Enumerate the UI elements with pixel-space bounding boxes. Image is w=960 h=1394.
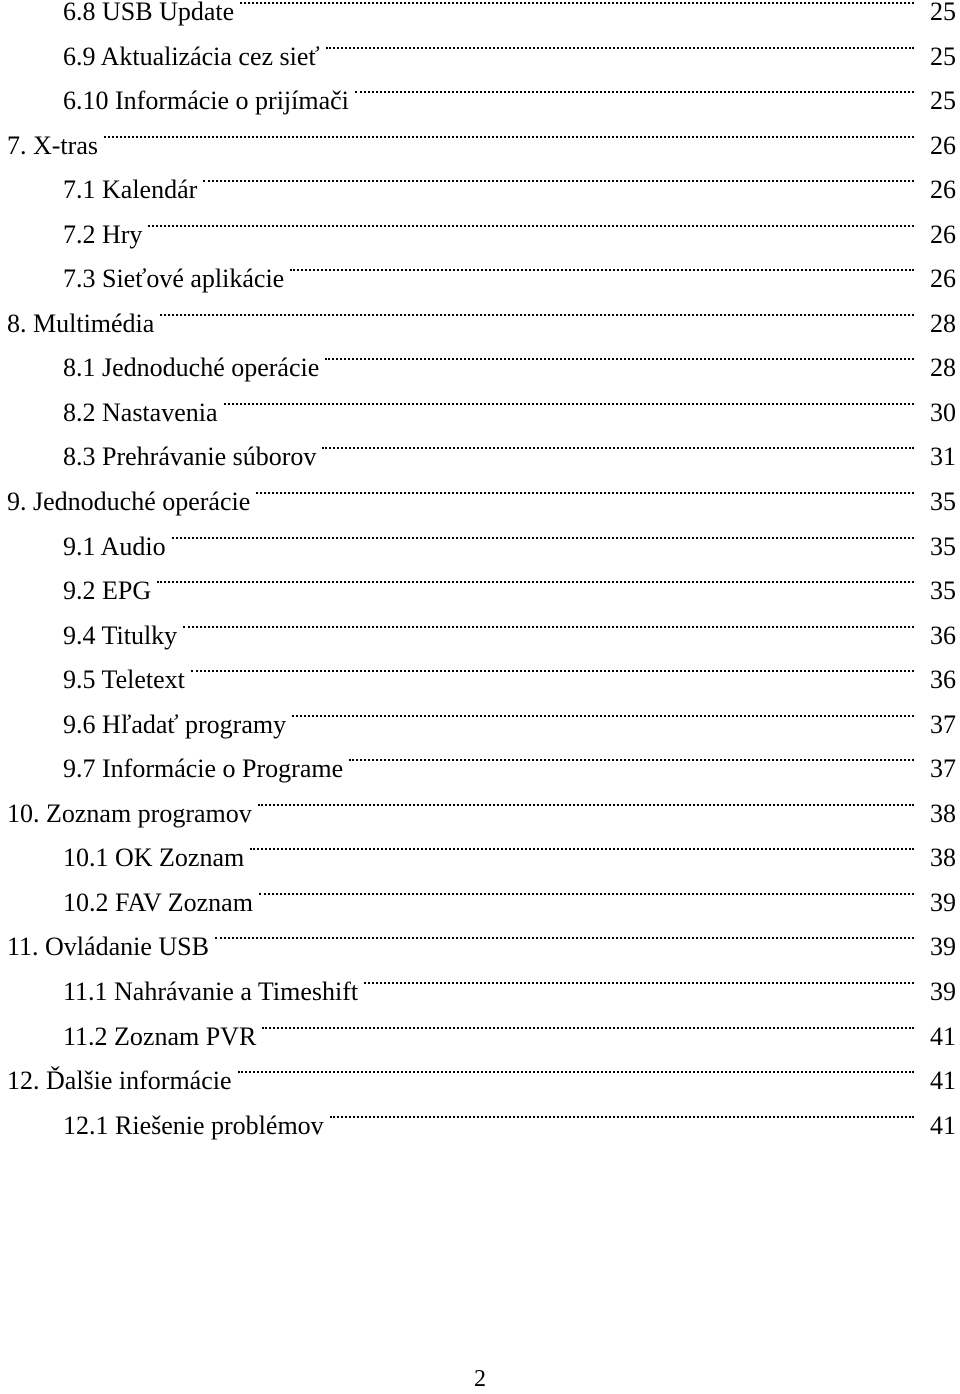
toc-entry-page-number: 36 [930,620,956,650]
toc-entry-title: 7.2 Hry [63,219,143,249]
toc-entry-title: 7.1 Kalendár [63,175,198,205]
toc-entry-title: 9.5 Teletext [63,665,185,695]
toc-entry-title: 8.2 Nastavenia [63,397,218,427]
toc-entry[interactable] [0,35,960,80]
toc-entry[interactable] [0,569,960,614]
toc-entry-page-number: 28 [930,353,956,383]
toc-entry-title: 8. Multimédia [7,308,155,338]
toc-entry-page-number: 26 [930,264,956,294]
toc-entry-page-number: 38 [930,798,956,828]
toc-entry-title: 7. X-tras [7,130,98,160]
toc-dot-leader [238,1071,914,1073]
toc-entry[interactable] [0,747,960,792]
toc-entry[interactable] [0,703,960,748]
toc-entry-title: 12. Ďalšie informácie [7,1066,232,1096]
toc-entry[interactable] [0,1015,960,1060]
toc-entry-page-number: 35 [930,531,956,561]
toc-dot-leader [160,314,914,316]
toc-dot-leader [215,937,914,939]
toc-entry[interactable] [0,792,960,837]
toc-entry-title: 8.3 Prehrávanie súborov [63,442,317,472]
toc-entry-page-number: 35 [930,576,956,606]
toc-entry[interactable] [0,124,960,169]
toc-entry-title: 9.6 Hľadať programy [63,709,287,739]
toc-entry[interactable] [0,168,960,213]
toc-entry-page-number: 39 [930,977,956,1007]
toc-dot-leader [326,47,914,49]
page-number: 2 [474,1366,486,1392]
toc-entry-title: 9. Jednoduché operácie [7,487,251,517]
toc-entry-page-number: 25 [930,0,956,26]
toc-entry-title: 11.1 Nahrávanie a Timeshift [63,977,359,1007]
toc-entry[interactable] [0,1104,960,1149]
toc-dot-leader [172,537,914,539]
toc-dot-leader [240,2,914,4]
toc-dot-leader [349,759,914,761]
toc-entry-page-number: 25 [930,41,956,71]
toc-entry-title: 11. Ovládanie USB [7,932,209,962]
toc-entry[interactable] [0,346,960,391]
toc-entry[interactable] [0,925,960,970]
toc-dot-leader [258,804,914,806]
toc-entry-page-number: 25 [930,86,956,116]
toc-dot-leader [104,136,914,138]
toc-entry-page-number: 26 [930,130,956,160]
toc-entry[interactable] [0,970,960,1015]
toc-dot-leader [157,581,914,583]
toc-entry-title: 11.2 Zoznam PVR [63,1021,257,1051]
toc-entry-page-number: 41 [930,1110,956,1140]
toc-entry-title: 10. Zoznam programov [7,798,252,828]
toc-dot-leader [290,269,914,271]
toc-entry[interactable] [0,1059,960,1104]
toc-dot-leader [250,848,914,850]
toc-entry-page-number: 39 [930,932,956,962]
toc-entry-title: 9.7 Informácie o Programe [63,754,344,784]
toc-entry[interactable] [0,435,960,480]
toc-entry[interactable] [0,79,960,124]
toc-dot-leader [224,403,914,405]
toc-entry-title: 6.10 Informácie o prijímači [63,86,349,116]
toc-entry-title: 8.1 Jednoduché operácie [63,353,320,383]
toc-dot-leader [191,670,914,672]
toc-entry[interactable] [0,525,960,570]
toc-dot-leader [355,91,914,93]
toc-entry-page-number: 36 [930,665,956,695]
toc-entry-title: 10.1 OK Zoznam [63,843,245,873]
toc-entry[interactable] [0,0,960,35]
toc-entry[interactable] [0,302,960,347]
toc-entry-title: 7.3 Sieťové aplikácie [63,264,285,294]
toc-dot-leader [203,180,914,182]
toc-entry-page-number: 38 [930,843,956,873]
toc-entry-page-number: 39 [930,887,956,917]
toc-entry-page-number: 41 [930,1066,956,1096]
toc-entry[interactable] [0,836,960,881]
toc-entry-title: 10.2 FAV Zoznam [63,887,253,917]
toc-entry[interactable] [0,257,960,302]
toc-entry-title: 6.9 Aktualizácia cez sieť [63,41,320,71]
toc-entry-page-number: 31 [930,442,956,472]
toc-dot-leader [292,715,914,717]
toc-entry-page-number: 26 [930,219,956,249]
toc-dot-leader [183,626,914,628]
toc-entry[interactable] [0,881,960,926]
toc-dot-leader [148,225,914,227]
toc-dot-leader [330,1116,914,1118]
toc-entry-page-number: 41 [930,1021,956,1051]
toc-entry[interactable] [0,480,960,525]
toc-entry[interactable] [0,391,960,436]
toc-entry-page-number: 37 [930,709,956,739]
toc-entry-title: 9.4 Titulky [63,620,178,650]
toc-entry[interactable] [0,213,960,258]
toc-entry[interactable] [0,658,960,703]
toc-dot-leader [256,492,914,494]
toc-entry-title: 12.1 Riešenie problémov [63,1110,324,1140]
toc-dot-leader [262,1027,914,1029]
toc-entry-title: 9.2 EPG [63,576,152,606]
toc-entry-page-number: 37 [930,754,956,784]
toc-dot-leader [259,893,914,895]
toc-entry-page-number: 26 [930,175,956,205]
toc-entry-page-number: 28 [930,308,956,338]
toc-dot-leader [325,358,914,360]
toc-dot-leader [364,982,914,984]
toc-entry-title: 9.1 Audio [63,531,166,561]
toc-entry-title: 6.8 USB Update [63,0,235,26]
toc-entry[interactable] [0,614,960,659]
toc-entry-page-number: 30 [930,397,956,427]
toc-dot-leader [322,447,914,449]
toc-entry-page-number: 35 [930,487,956,517]
